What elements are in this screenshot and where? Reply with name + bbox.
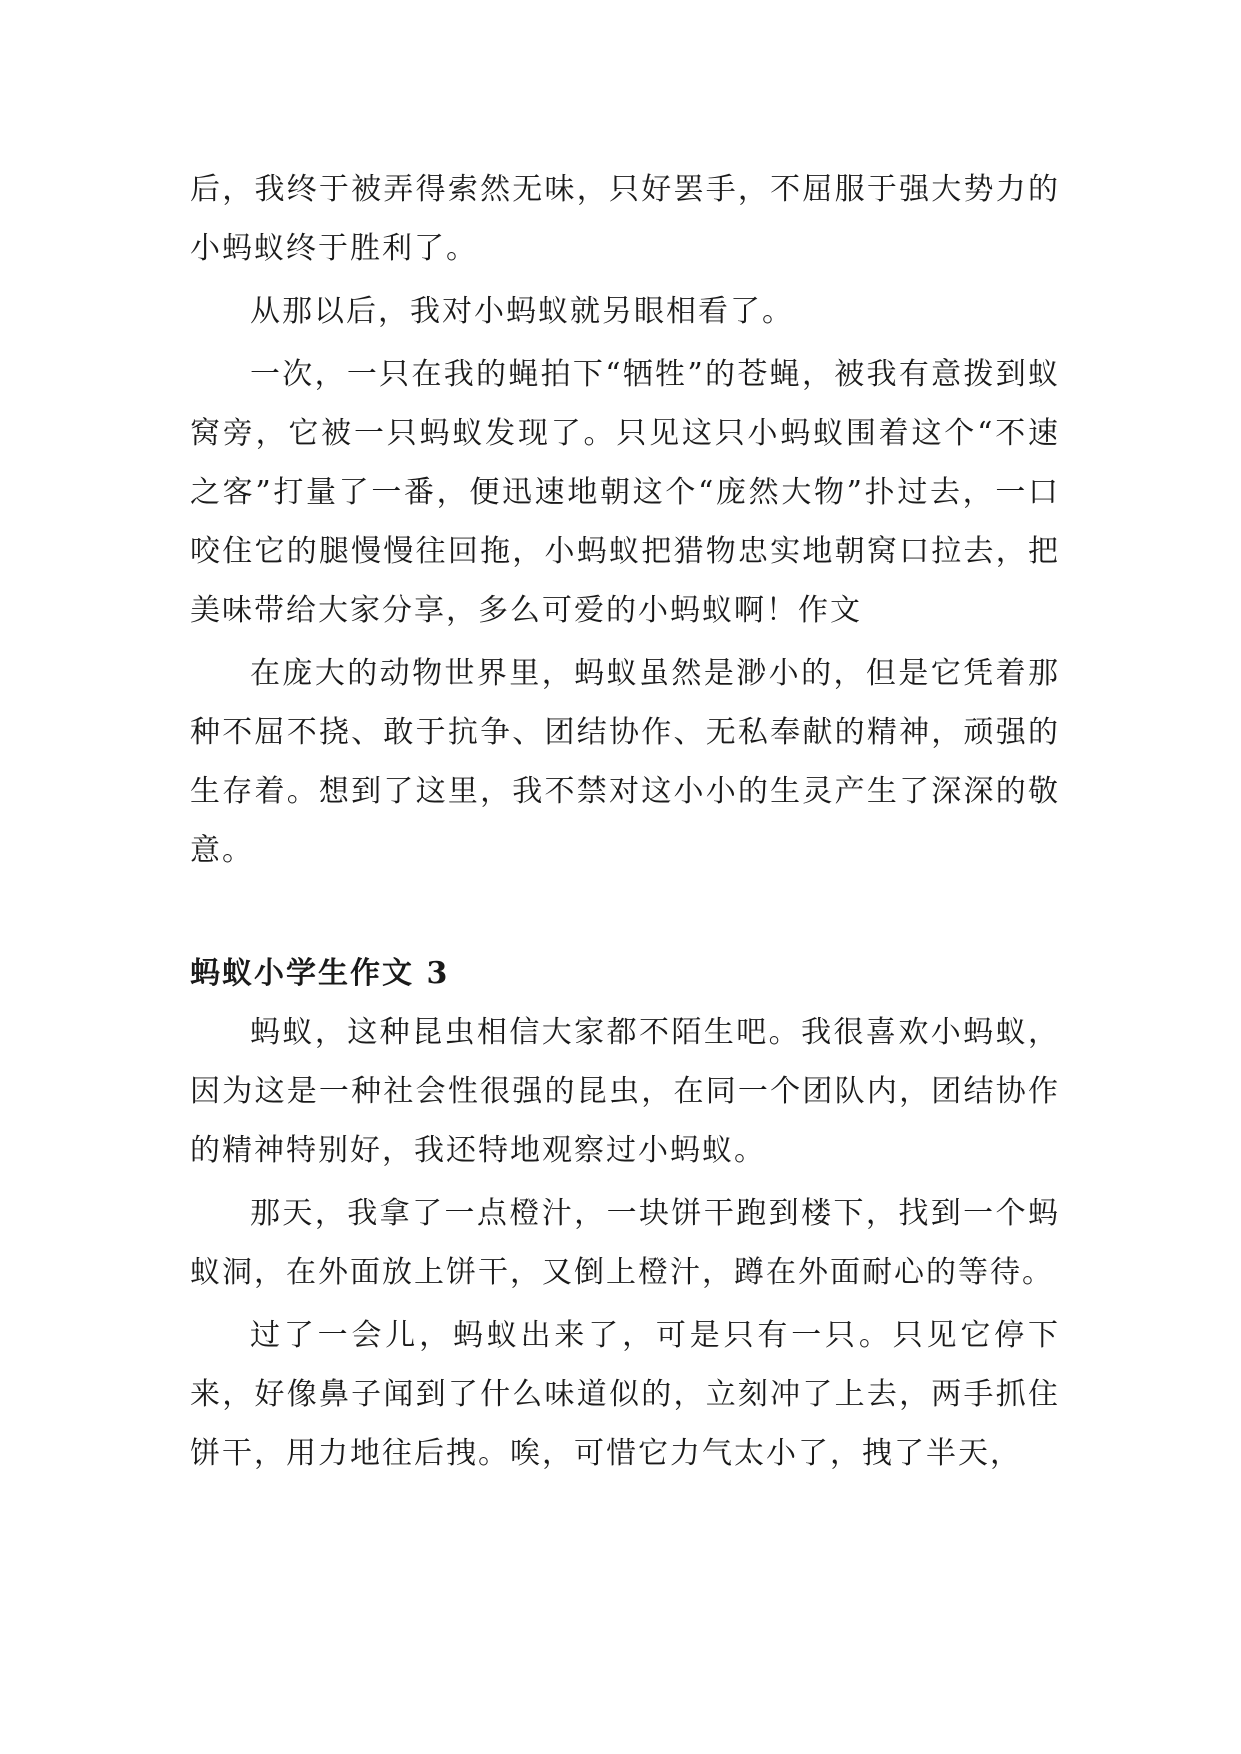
- paragraph: 在庞大的动物世界里，蚂蚁虽然是渺小的，但是它凭着那种不屈不挠、敢于抗争、团结协作、无私奉献的精神，顽强的生存着。想到了这里，我不禁对这小小的生灵产生了深深的敬意。: [190, 656, 1060, 868]
- paragraph: 过了一会儿，蚂蚁出来了，可是只有一只。只见它停下来，好像鼻子闻到了什么味道似的，立刻冲了上去，两手抓住饼干，用力地往后拽。唉，可惜它力气太小了，拽了半天，: [190, 1318, 1060, 1471]
- paragraph-continuation: 后，我终于被弄得索然无味，只好罢手，不屈服于强大势力的小蚂蚁终于胜利了。: [190, 172, 1060, 266]
- section-title: 蚂蚁小学生作文 3: [190, 956, 450, 991]
- paragraph: 那天，我拿了一点橙汁，一块饼干跑到楼下，找到一个蚂蚁洞，在外面放上饼干，又倒上橙汁，蹲在外面耐心的等待。: [190, 1196, 1060, 1290]
- paragraph: 蚂蚁，这种昆虫相信大家都不陌生吧。我很喜欢小蚂蚁，因为这是一种社会性很强的昆虫，在同一个团队内，团结协作的精神特别好，我还特地观察过小蚂蚁。: [190, 1015, 1060, 1168]
- paragraph: 一次，一只在我的蝇拍下“牺牲”的苍蝇，被我有意拨到蚁窝旁，它被一只蚂蚁发现了。只见这只小蚂蚁围着这个“不速之客”打量了一番，便迅速地朝这个“庞然大物”扑过去，一口咬住它的腿慢慢往回拖，小蚂蚁把猎物忠实地朝窝口拉去，把美味带给大家分享，多么可爱的小蚂蚁啊！作文: [190, 357, 1060, 628]
- paragraph: 从那以后，我对小蚂蚁就另眼相看了。: [250, 294, 794, 329]
- document-page: [190, 160, 1060, 1483]
